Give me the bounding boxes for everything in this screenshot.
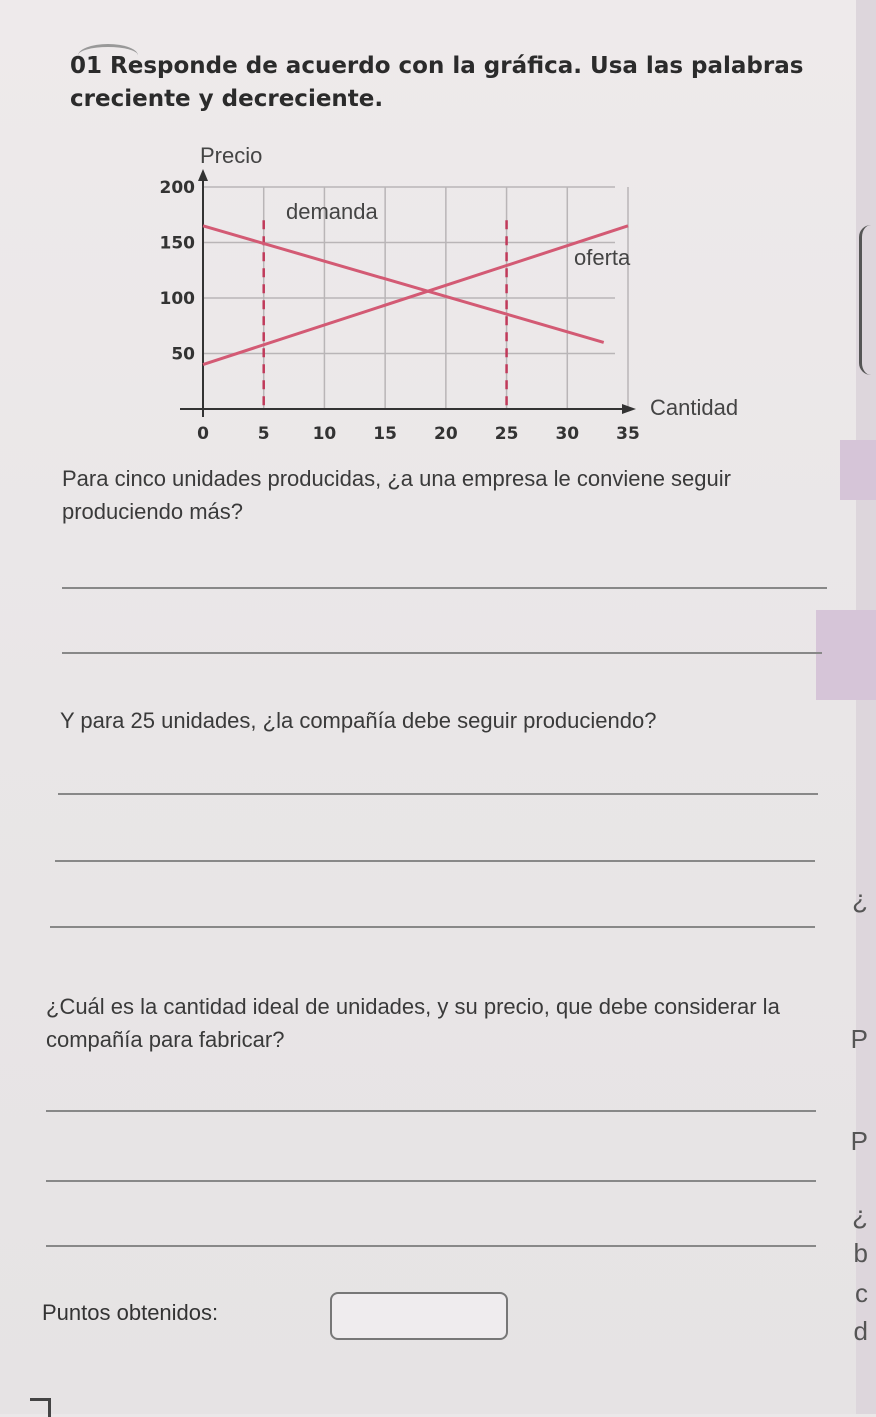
margin-glyph: ¿: [852, 884, 868, 914]
question-1-text: Para cinco unidades producidas, ¿a una empresa le conviene seguir produciendo más?: [62, 466, 731, 524]
question-2: [60, 704, 830, 737]
x-tick-label: 15: [373, 424, 397, 444]
margin-glyph: c: [855, 1278, 868, 1308]
y-axis-label: Precio: [200, 143, 263, 168]
question-2-text: Y para 25 unidades, ¿la compañía debe seguir produciendo?: [60, 708, 657, 733]
margin-bracket: [859, 225, 876, 375]
x-tick-label: 20: [434, 424, 458, 444]
answer-line-1a[interactable]: [62, 587, 827, 589]
answer-line-3b[interactable]: [46, 1180, 816, 1182]
answer-line-2b[interactable]: [55, 860, 815, 862]
points-label: Puntos obtenidos:: [42, 1300, 219, 1325]
exercise-heading: [70, 50, 830, 116]
margin-glyph: P: [850, 1024, 868, 1054]
points-input-box[interactable]: [330, 1292, 508, 1340]
series-label-demanda: demanda: [286, 199, 378, 224]
y-tick-label: 150: [160, 233, 195, 254]
series-line-oferta: [203, 226, 628, 365]
supply-demand-chart: [160, 135, 780, 445]
x-tick-label: 35: [616, 424, 640, 444]
margin-glyph: ¿: [852, 1200, 868, 1230]
x-axis-arrow: [622, 404, 636, 414]
margin-highlight: [816, 610, 876, 700]
answer-line-3c[interactable]: [46, 1245, 816, 1247]
exercise-instruction: Responde de acuerdo con la gráfica. Usa las palabras creciente y decreciente.: [70, 53, 804, 112]
answer-line-2a[interactable]: [58, 793, 818, 795]
margin-highlight: [840, 440, 876, 500]
x-tick-label: 0: [197, 424, 209, 444]
chart-series: [203, 226, 628, 365]
corner-mark: [30, 1398, 51, 1417]
x-tick-label: 10: [312, 424, 337, 444]
exercise-number: 01: [70, 53, 103, 79]
margin-glyph: b: [853, 1238, 868, 1268]
margin-glyph: P: [850, 1126, 868, 1156]
answer-line-1b[interactable]: [62, 652, 822, 654]
margin-glyph: d: [853, 1316, 868, 1346]
question-3-text: ¿Cuál es la cantidad ideal de unidades, y su precio, que debe considerar la compañía para fabricar?: [46, 994, 780, 1052]
y-tick-label: 100: [160, 289, 195, 309]
x-axis-label: Cantidad: [650, 395, 739, 420]
x-tick-label: 25: [494, 424, 519, 444]
x-tick-label: 5: [257, 424, 270, 444]
y-tick-label: 200: [160, 178, 195, 198]
y-axis-arrow: [198, 169, 208, 181]
y-tick-label: 50: [171, 344, 195, 365]
question-3: [46, 990, 816, 1056]
answer-line-2c[interactable]: [50, 926, 815, 928]
x-tick-label: 30: [555, 424, 580, 444]
chart-grid: [203, 187, 628, 409]
answer-line-3a[interactable]: [46, 1110, 816, 1112]
series-label-oferta: oferta: [574, 245, 631, 270]
question-1: [62, 462, 832, 528]
